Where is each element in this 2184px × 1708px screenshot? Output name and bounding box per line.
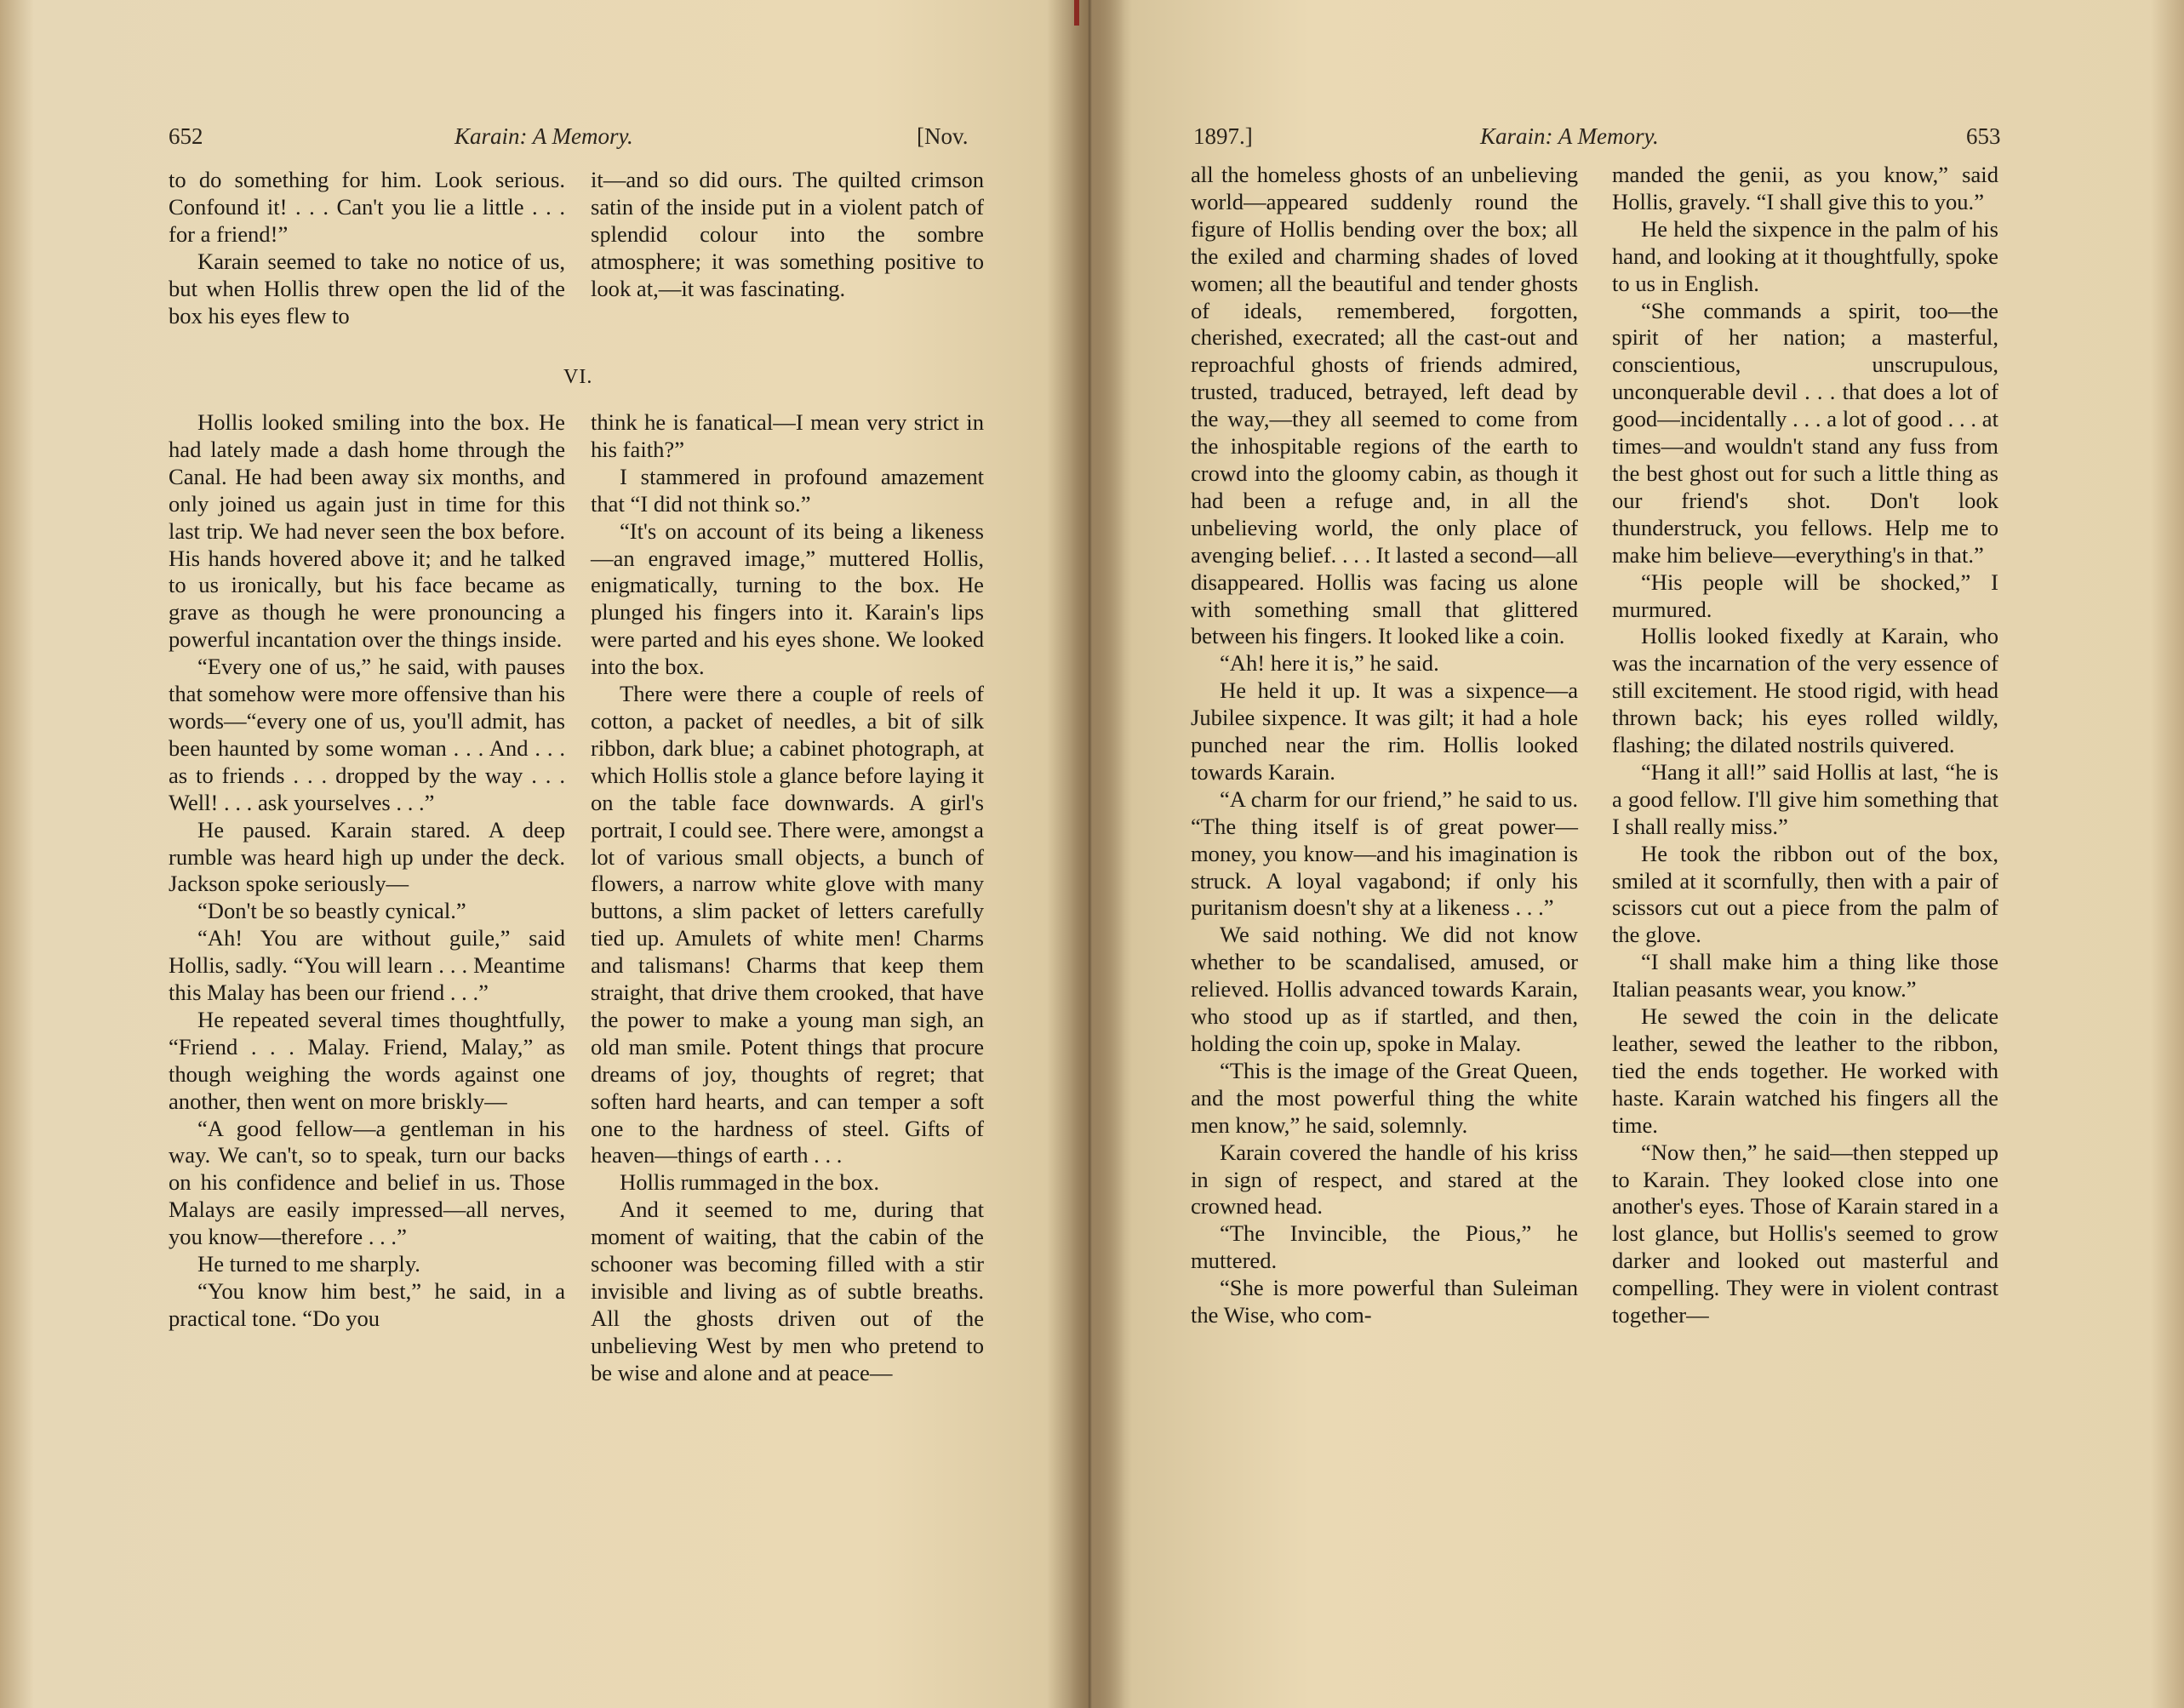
section-heading: VI.	[563, 366, 593, 388]
paragraph: He paused. Karain stared. A deep rumble was heard high up under the deck. Jackson spoke seriously—	[169, 816, 565, 897]
left-page-number: 652	[169, 123, 203, 149]
paragraph: There were there a couple of reels of cotton, a packet of needles, a bit of silk ribbon, dark blue; a cabinet photograph, at which Hollis stole a glance before laying it on the table face downwards. A girl's portrait, I could see. There were, amongst a lot of various small objects, a bunch of flowers, a narrow white glove with many buttons, a slim packet of letters carefully tied up. Amulets of white men! Charms and talismans! Charms that keep them straight, that drive them crooked, that have the power to make a young man sigh, an old man smile. Potent things that procure dreams of joy, thoughts of regret; that soften hard hearts, and can temper a soft one to the hardness of steel. Gifts of heaven—things of earth . . .	[591, 681, 984, 1168]
paragraph: Karain covered the handle of his kriss in sign of respect, and stared at the crowned head.	[1191, 1139, 1578, 1220]
paragraph: “You know him best,” he said, in a practical tone. “Do you	[169, 1278, 565, 1331]
paragraph: And it seemed to me, during that moment of waiting, that the cabin of the schooner was becoming filled with a stir invisible and living as of subtle breaths. All the ghosts driven out of the unbelieving West by men who pretend to be wise and alone and at peace—	[591, 1197, 984, 1385]
paragraph: “The Invincible, the Pious,” he muttered.	[1191, 1220, 1578, 1274]
paragraph: “She commands a spirit, too—the spirit of her nation; a masterful, conscientious, unscrupulous, unconquerable devil . . . that does a lot of good—incidentally . . . a lot of good . . . at times—and wouldn't stand any fuss from the best ghost out for such a little thing as our friend's shot. Don't look thunderstruck, you fellows. Help me to make him believe—everything's in that.”	[1612, 297, 1998, 568]
paragraph: “Ah! here it is,” he said.	[1220, 650, 1439, 677]
left-running-title: Karain: A Memory.	[455, 123, 633, 149]
paragraph: “Now then,” he said—then stepped up to Karain. They looked close into one another's eyes. Those of Karain stared in a lost glance, but Hollis's seemed to grow darker and looked out masterful and compelling. They were in violent contrast together—	[1612, 1139, 1998, 1328]
paragraph: all the homeless ghosts of an unbelieving world—appeared suddenly round the figure of Hollis bending over the box; all the exiled and charming shades of loved women; all the beautiful and tender ghosts of ideals, remembered, forgotten, cherished, execrated; all the cast-out and reproachful ghosts of friends admired, trusted, traduced, betrayed, left dead by the way,—they all seemed to come from the inhospitable regions of the earth to crowd into the gloomy cabin, as though it had been a refuge and, in all the unbelieving world, the only place of avenging belief. . . . It lasted a second—all disappeared. Hollis was facing us alone with something small that glittered between his fingers. It looked like a coin.	[1191, 162, 1578, 649]
paragraph: to do something for him. Look serious. Confound it! . . . Can't you lie a little . . . for a friend!”	[169, 167, 565, 247]
left-page	[0, 0, 1081, 1708]
paragraph: manded the genii, as you know,” said Hollis, gravely. “I shall give this to you.”	[1612, 162, 1998, 214]
paragraph: He turned to me sharply.	[197, 1251, 420, 1277]
paragraph: “Hang it all!” said Hollis at last, “he is a good fellow. I'll give him something that I shall really miss.”	[1612, 758, 1998, 839]
paragraph: “This is the image of the Great Queen, and the most powerful thing the white men know,” he said, solemnly.	[1191, 1057, 1578, 1138]
paragraph: Karain seemed to take no notice of us, but when Hollis threw open the lid of the box his eyes flew to	[169, 248, 565, 328]
left-column-1	[169, 409, 565, 1333]
left-column-2	[591, 409, 984, 1387]
paragraph: “Every one of us,” he said, with pauses that somehow were more offensive than his words—“every one of us, you'll admit, has been haunted by some woman . . . And . . . as to friends . . . dropped by the way . . . Well! . . . ask yourselves . . .”	[169, 654, 565, 815]
right-column-2	[1612, 162, 1998, 1329]
paragraph: “Ah! You are without guile,” said Hollis, sadly. “You will learn . . . Meantime this Malay has been our friend . . .”	[169, 925, 565, 1006]
paragraph: “Don't be so beastly cynical.”	[197, 898, 466, 924]
paragraph: “His people will be shocked,” I murmured.	[1612, 568, 1998, 622]
right-side-mark: 1897.]	[1193, 123, 1253, 149]
paragraph: “It's on account of its being a likeness—an engraved image,” muttered Hollis, enigmatically, turning to the box. He plunged his fingers into it. Karain's lips were parted and his eyes shone. We looked into the box.	[591, 517, 984, 680]
paragraph: He sewed the coin in the delicate leather, sewed the leather to the ribbon, tied the ends together. He worked with haste. Karain watched his fingers all the time.	[1612, 1003, 1998, 1138]
paragraph: “A charm for our friend,” he said to us. “The thing itself is of great power—money, you know—and his imagination is struck. A loyal vagabond; if only his puritanism doesn't shy at a likeness . . .”	[1191, 785, 1578, 921]
paragraph: it—and so did ours. The quilted crimson satin of the inside put in a violent patch of splendid colour into the sombre atmosphere; it was something positive to look at,—it was fascinating.	[591, 167, 984, 301]
paragraph: Hollis looked fixedly at Karain, who was the incarnation of the very essence of still excitement. He stood rigid, with head thrown back; his eyes rolled wildly, flashing; the dilated nostrils quivered.	[1612, 623, 1998, 758]
left-top-column-2	[591, 167, 984, 303]
paragraph: He held it up. It was a sixpence—a Jubilee sixpence. It was gilt; it had a hole punched near the rim. Hollis looked towards Karain.	[1191, 677, 1578, 785]
paragraph: Hollis rummaged in the box.	[620, 1169, 880, 1196]
paragraph: He took the ribbon out of the box, smiled at it scornfully, then with a pair of scissors cut out a piece from the palm of the glove.	[1612, 840, 1998, 948]
paragraph: He repeated several times thoughtfully, “Friend . . . Malay. Friend, Malay,” as though weighing the words against one another, then went on more briskly—	[169, 1006, 565, 1114]
right-page	[1098, 0, 2184, 1708]
paragraph: I stammered in profound amazement that “I did not think so.”	[591, 463, 984, 517]
paragraph: “She is more powerful than Suleiman the Wise, who com-	[1191, 1275, 1578, 1328]
paragraph: “I shall make him a thing like those Italian peasants wear, you know.”	[1612, 949, 1998, 1003]
left-side-mark: [Nov.	[917, 123, 969, 149]
right-column-1	[1191, 162, 1578, 1329]
paragraph: We said nothing. We did not know whether to be scandalised, amused, or relieved. Hollis advanced towards Karain, who stood up as if startled, and then, holding the coin up, spoke in Malay.	[1191, 922, 1578, 1056]
paragraph: He held the sixpence in the palm of his hand, and looking at it thoughtfully, spoke to us in English.	[1612, 215, 1998, 296]
paragraph: Hollis looked smiling into the box. He had lately made a dash home through the Canal. He had been away six months, and only joined us again just in time for this last trip. We had never seen the box before. His hands hovered above it; and he talked to us ironically, but his face became as grave as though he were pronouncing a powerful incantation over the things inside.	[169, 409, 565, 653]
left-top-column-1	[169, 167, 565, 329]
paragraph: think he is fanatical—I mean very strict in his faith?”	[591, 409, 984, 462]
right-page-number: 653	[1966, 123, 2001, 149]
right-running-title: Karain: A Memory.	[1480, 123, 1659, 149]
paragraph: “A good fellow—a gentleman in his way. We can't, so to speak, turn our backs on his confidence and belief in us. Those Malays are easily impressed—all nerves, you know—therefore . . .”	[169, 1115, 565, 1250]
